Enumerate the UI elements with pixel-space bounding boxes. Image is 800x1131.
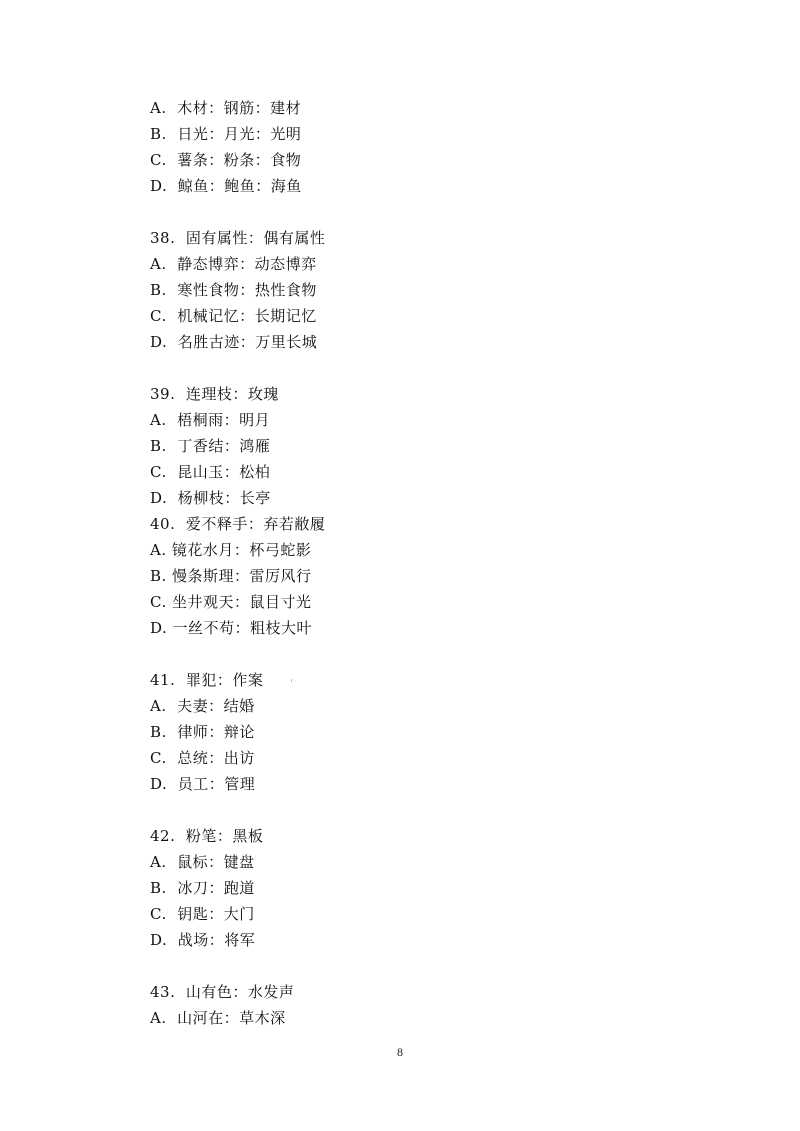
answer-option: B. 丁香结：鸿雁 — [150, 437, 271, 455]
answer-option: C. 薯条：粉条：食物 — [150, 151, 302, 169]
answer-option: A. 夫妻：结婚 — [150, 697, 255, 715]
answer-option: A. 山河在：草木深 — [150, 1009, 286, 1027]
answer-option: A. 鼠标：键盘 — [150, 853, 255, 871]
question-stem: 42. 粉笔：黑板 — [150, 827, 264, 845]
question-block-q40 — [150, 511, 710, 641]
answer-option: D. 一丝不苟：粗枝大叶 — [150, 619, 313, 637]
answer-option: A. 梧桐雨：明月 — [150, 411, 271, 429]
scan-speck — [291, 679, 292, 682]
answer-option: D. 员工：管理 — [150, 775, 256, 793]
question-stem: 40. 爱不释手：弃若敝履 — [150, 515, 326, 533]
block-spacer — [150, 355, 710, 381]
question-stem: 38. 固有属性：偶有属性 — [150, 229, 326, 247]
answer-option: D. 名胜古迹：万里长城 — [150, 333, 318, 351]
block-spacer — [150, 199, 710, 225]
block-spacer — [150, 953, 710, 979]
answer-option: D. 杨柳枝：长亭 — [150, 489, 271, 507]
question-block-q37-options — [150, 95, 710, 199]
page-number: 8 — [397, 1045, 403, 1059]
answer-option: B. 寒性食物：热性食物 — [150, 281, 317, 299]
question-stem: 43. 山有色：水发声 — [150, 983, 295, 1001]
answer-option: D. 鲸鱼：鲍鱼：海鱼 — [150, 177, 302, 195]
answer-option: B. 律师：辩论 — [150, 723, 255, 741]
answer-option: C. 钥匙：大门 — [150, 905, 255, 923]
answer-option: A. 静态博弈：动态博弈 — [150, 255, 317, 273]
question-list — [150, 95, 710, 1031]
answer-option: C. 坐井观天：鼠目寸光 — [150, 593, 312, 611]
block-spacer — [150, 641, 710, 667]
question-stem: 39. 连理枝：玫瑰 — [150, 385, 279, 403]
answer-option: D. 战场：将军 — [150, 931, 256, 949]
question-block-q41 — [150, 667, 710, 797]
answer-option: A. 木材：钢筋：建材 — [150, 99, 302, 117]
answer-option: A. 镜花水月：杯弓蛇影 — [150, 541, 312, 559]
block-spacer — [150, 797, 710, 823]
question-block-q39 — [150, 381, 710, 511]
question-stem: 41. 罪犯：作案 — [150, 671, 264, 689]
answer-option: B. 冰刀：跑道 — [150, 879, 255, 897]
answer-option: C. 机械记忆：长期记忆 — [150, 307, 317, 325]
question-block-q42 — [150, 823, 710, 953]
answer-option: B. 慢条斯理：雷厉风行 — [150, 567, 312, 585]
question-block-q38 — [150, 225, 710, 355]
question-block-q43 — [150, 979, 710, 1031]
answer-option: C. 总统：出访 — [150, 749, 255, 767]
answer-option: C. 昆山玉：松柏 — [150, 463, 271, 481]
answer-option: B. 日光：月光：光明 — [150, 125, 302, 143]
